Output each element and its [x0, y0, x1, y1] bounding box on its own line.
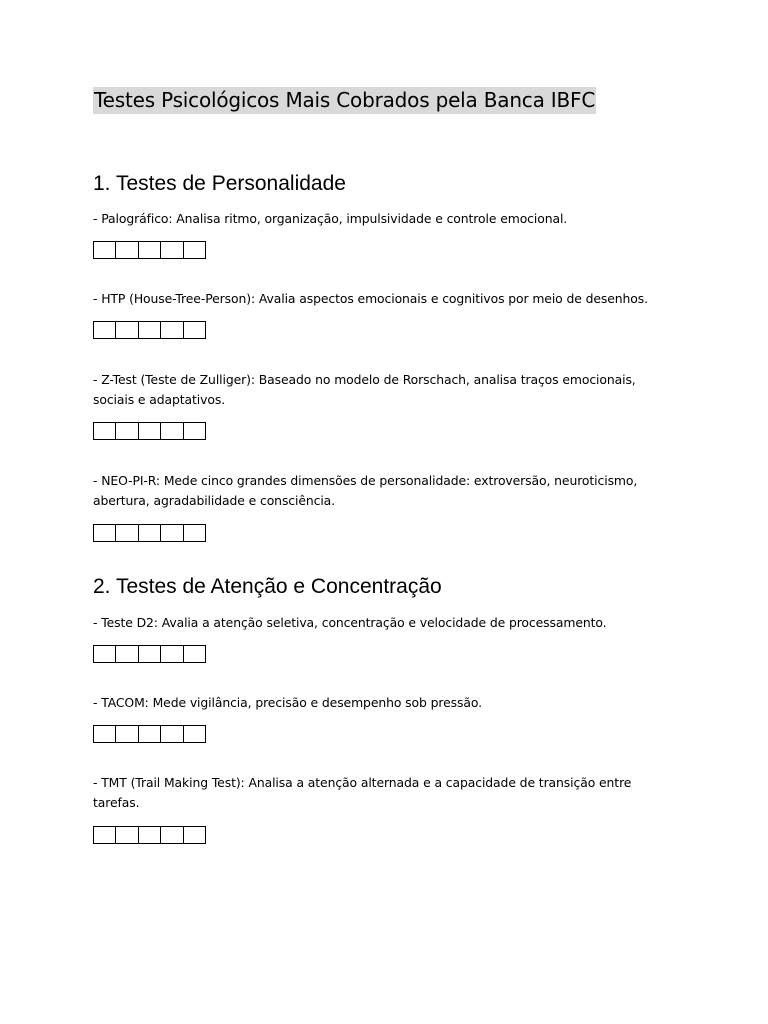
grid-cell[interactable]	[184, 242, 205, 258]
grid-cell[interactable]	[94, 525, 116, 541]
grid-cell[interactable]	[139, 646, 161, 662]
grid-cell[interactable]	[184, 726, 205, 742]
grid-cell[interactable]	[94, 242, 116, 258]
item-htp: - HTP (House-Tree-Person): Avalia aspectos emocionais e cognitivos por meio de desenhos.	[93, 291, 648, 306]
grid-cell[interactable]	[139, 322, 161, 338]
grid-cell[interactable]	[184, 322, 205, 338]
item-z-test: - Z-Test (Teste de Zulliger): Baseado no modelo de Rorschach, analisa traços emocionais, sociais e adaptativos.	[93, 372, 636, 407]
grid-cell[interactable]	[184, 423, 205, 439]
checkbox-grid-z-test[interactable]	[93, 422, 206, 440]
grid-cell[interactable]	[184, 646, 205, 662]
item-tmt: - TMT (Trail Making Test): Analisa a atenção alternada e a capacidade de transição entre tarefas.	[93, 775, 632, 810]
grid-cell[interactable]	[94, 322, 116, 338]
grid-cell[interactable]	[161, 242, 183, 258]
checkbox-grid-htp[interactable]	[93, 321, 206, 339]
grid-cell[interactable]	[139, 525, 161, 541]
item-d2: - Teste D2: Avalia a atenção seletiva, concentração e velocidade de processamento.	[93, 615, 607, 630]
grid-cell[interactable]	[139, 827, 161, 843]
checkbox-grid-tmt[interactable]	[93, 826, 206, 844]
item-tacom: - TACOM: Mede vigilância, precisão e desempenho sob pressão.	[93, 695, 482, 710]
section-heading-personalidade: 1. Testes de Personalidade	[93, 172, 346, 195]
grid-cell[interactable]	[94, 827, 116, 843]
grid-cell[interactable]	[116, 525, 138, 541]
grid-cell[interactable]	[161, 827, 183, 843]
grid-cell[interactable]	[184, 827, 205, 843]
grid-cell[interactable]	[139, 423, 161, 439]
grid-cell[interactable]	[184, 525, 205, 541]
checkbox-grid-tacom[interactable]	[93, 725, 206, 743]
grid-cell[interactable]	[116, 827, 138, 843]
checkbox-grid-neo-pi-r[interactable]	[93, 524, 206, 542]
grid-cell[interactable]	[116, 242, 138, 258]
checkbox-grid-d2[interactable]	[93, 645, 206, 663]
item-palografico: - Palográfico: Analisa ritmo, organização, impulsividade e controle emocional.	[93, 211, 568, 226]
grid-cell[interactable]	[161, 322, 183, 338]
grid-cell[interactable]	[161, 646, 183, 662]
grid-cell[interactable]	[139, 242, 161, 258]
grid-cell[interactable]	[94, 726, 116, 742]
section-heading-atencao: 2. Testes de Atenção e Concentração	[93, 575, 442, 598]
grid-cell[interactable]	[116, 423, 138, 439]
grid-cell[interactable]	[94, 423, 116, 439]
grid-cell[interactable]	[139, 726, 161, 742]
grid-cell[interactable]	[116, 322, 138, 338]
grid-cell[interactable]	[116, 646, 138, 662]
grid-cell[interactable]	[94, 646, 116, 662]
document-title: Testes Psicológicos Mais Cobrados pela Banca IBFC	[94, 88, 596, 112]
checkbox-grid-palografico[interactable]	[93, 241, 206, 259]
grid-cell[interactable]	[161, 525, 183, 541]
grid-cell[interactable]	[161, 726, 183, 742]
grid-cell[interactable]	[116, 726, 138, 742]
item-neo-pi-r: - NEO-PI-R: Mede cinco grandes dimensões de personalidade: extroversão, neuroticismo, abertura, agradabilidade e consciência.	[93, 473, 638, 508]
grid-cell[interactable]	[161, 423, 183, 439]
